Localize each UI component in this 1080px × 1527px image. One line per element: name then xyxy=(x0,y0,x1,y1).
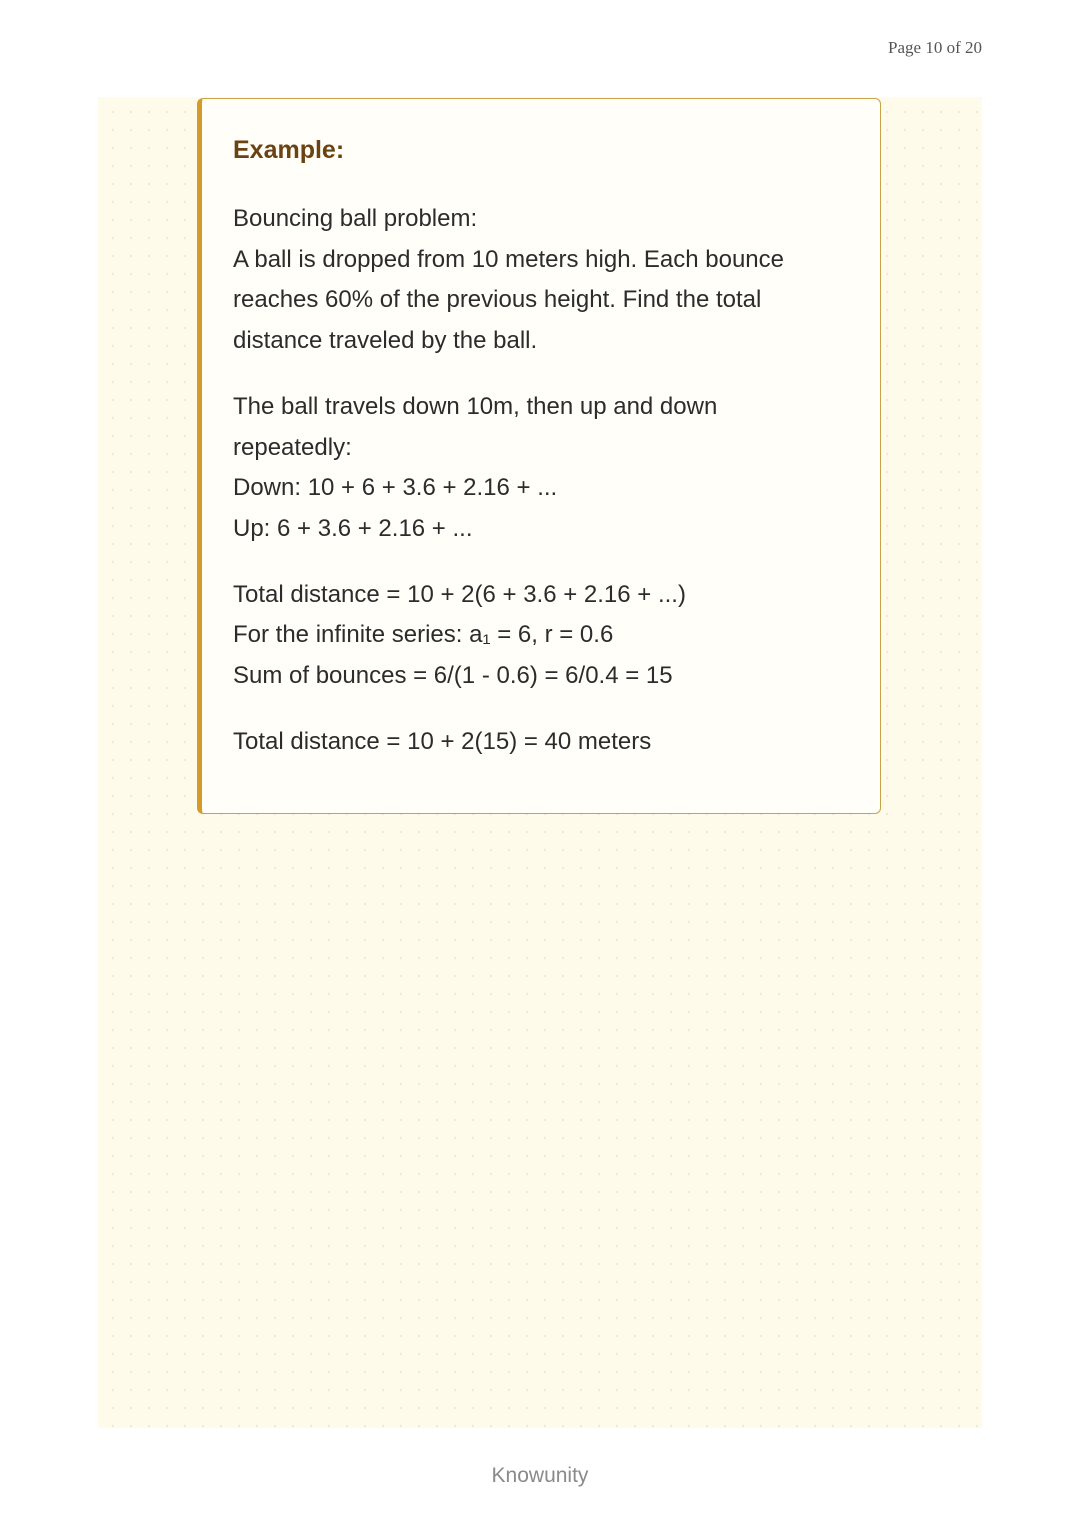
problem-line: Bouncing ball problem: xyxy=(233,205,478,232)
final-answer xyxy=(233,722,863,763)
series-calculation xyxy=(233,575,863,697)
travel-line: repeatedly: xyxy=(233,433,352,461)
travel-breakdown xyxy=(233,387,863,550)
problem-statement xyxy=(233,199,863,362)
problem-line: A ball is dropped from 10 meters high. Each bounce xyxy=(233,245,784,273)
problem-line: reaches 60% of the previous height. Find the total xyxy=(233,286,762,314)
sum-of-bounces: Sum of bounces = 6/(1 - 0.6) = 6/0.4 = 15 xyxy=(233,662,673,690)
travel-line: The ball travels down 10m, then up and down xyxy=(233,392,718,420)
page-number: Page 10 of 20 xyxy=(888,38,982,57)
note-paper xyxy=(98,97,982,1428)
series-parameters: For the infinite series: a₁ = 6, r = 0.6 xyxy=(233,621,614,649)
up-series-line: Up: 6 + 3.6 + 2.16 + ... xyxy=(233,514,473,542)
total-distance-formula: Total distance = 10 + 2(6 + 3.6 + 2.16 + ...) xyxy=(233,580,686,608)
footer-brand: Knowunity xyxy=(491,1464,589,1487)
total-distance-answer: Total distance = 10 + 2(15) = 40 meters xyxy=(233,727,652,755)
problem-line: distance traveled by the ball. xyxy=(233,327,538,355)
example-box xyxy=(197,98,881,814)
example-title: Example: xyxy=(233,136,345,164)
down-series-line: Down: 10 + 6 + 3.6 + 2.16 + ... xyxy=(233,474,558,502)
example-content xyxy=(233,133,863,787)
